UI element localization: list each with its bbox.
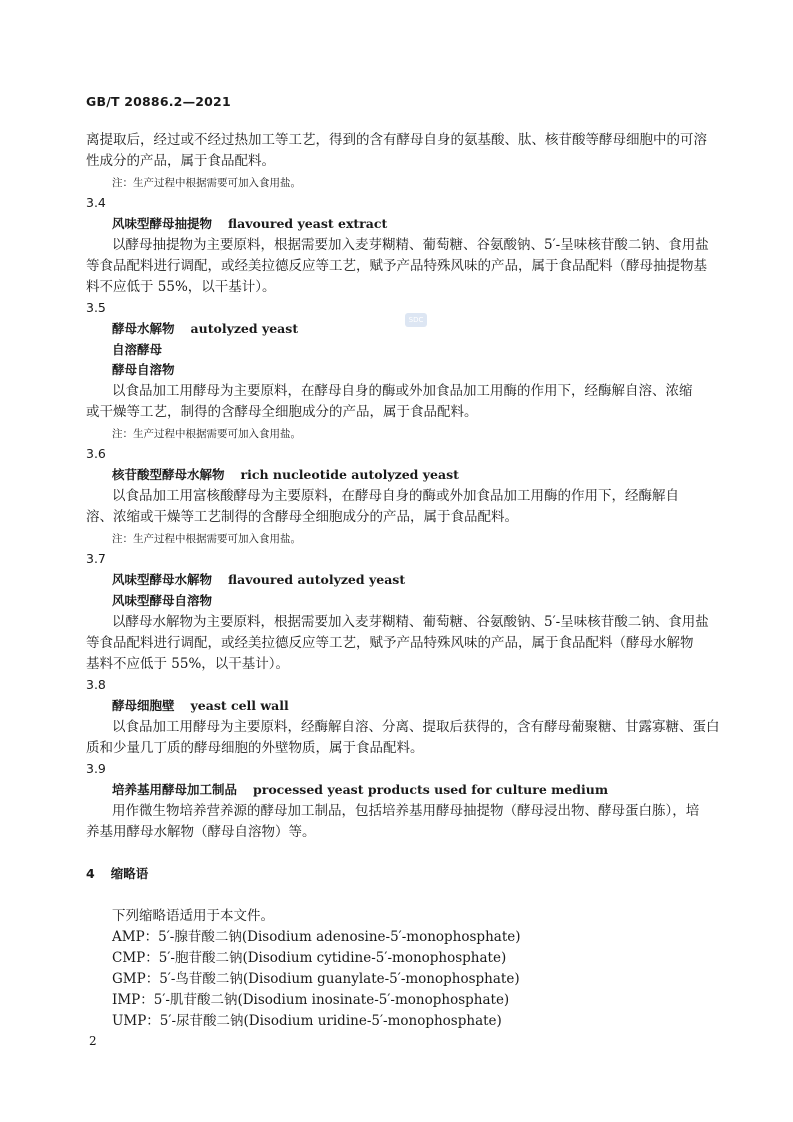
standard-number-header: GB/T 20886.2—2021 <box>86 94 231 109</box>
definition-text: 养基用酵母水解物（酵母自溶物）等。 <box>86 824 316 840</box>
term-heading <box>112 570 405 590</box>
body-text: 离提取后，经过或不经过热加工等工艺，得到的含有酵母自身的氨基酸、肽、核苷酸等酵母细胞中的可溶 <box>86 132 707 148</box>
abbreviation-item: CMP：5′-胞苷酸二钠(Disodium cytidine-5′-monophosphate) <box>112 950 507 966</box>
term-en: autolyzed yeast <box>190 321 299 336</box>
clause-number: 3.4 <box>86 195 106 210</box>
term-cn: 酵母细胞壁 <box>112 698 175 713</box>
definition-text: 等食品配料进行调配，或经美拉德反应等工艺，赋予产品特殊风味的产品，属于食品配料（酵母水解物 <box>86 635 694 651</box>
definition-text: 以食品加工用富核酸酵母为主要原料，在酵母自身的酶或外加食品加工用酶的作用下，经酶解自 <box>112 488 679 504</box>
definition-text: 溶、浓缩或干燥等工艺制得的含酵母全细胞成分的产品，属于食品配料。 <box>86 509 518 525</box>
definition-text: 以食品加工用酵母为主要原料，在酵母自身的酶或外加食品加工用酶的作用下，经酶解自溶、浓缩 <box>112 383 693 399</box>
term-cn: 酵母水解物 <box>112 321 175 336</box>
term-en: flavoured yeast extract <box>228 216 388 231</box>
term-cn: 风味型酵母抽提物 <box>112 216 213 231</box>
definition-text: 或干燥等工艺，制得的含酵母全细胞成分的产品，属于食品配料。 <box>86 404 478 420</box>
term-en: processed yeast products used for culture medium <box>253 782 609 797</box>
section-heading <box>86 864 148 884</box>
abbreviation-item: UMP：5′-尿苷酸二钠(Disodium uridine-5′-monophosphate) <box>112 1013 502 1029</box>
note: 注：生产过程中根据需要可加入食用盐。 <box>112 428 301 440</box>
term-en: yeast cell wall <box>190 698 289 713</box>
definition-text: 质和少量几丁质的酵母细胞的外壁物质，属于食品配料。 <box>86 740 424 756</box>
definition-text: 用作微生物培养营养源的酵母加工制品，包括培养基用酵母抽提物（酵母浸出物、酵母蛋白胨），培 <box>112 803 700 819</box>
note: 注：生产过程中根据需要可加入食用盐。 <box>112 177 301 189</box>
abbreviation-item: IMP：5′-肌苷酸二钠(Disodium inosinate-5′-monophosphate) <box>112 992 510 1008</box>
definition-text: 以酵母抽提物为主要原料，根据需要加入麦芽糊精、葡萄糖、谷氨酸钠、5′-呈味核苷酸二钠、食用盐 <box>112 237 709 253</box>
clause-number: 3.9 <box>86 761 106 776</box>
definition-text: 等食品配料进行调配，或经美拉德反应等工艺，赋予产品特殊风味的产品，属于食品配料（酵母抽提物基 <box>86 258 707 274</box>
definition-text: 料不应低于 55%，以干基计）。 <box>86 279 276 295</box>
term-cn: 核苷酸型酵母水解物 <box>112 467 225 482</box>
page-number: 2 <box>89 1034 97 1048</box>
term-synonym: 自溶酵母 <box>112 342 163 357</box>
watermark-logo: SDC <box>405 313 427 327</box>
term-cn: 风味型酵母水解物 <box>112 572 213 587</box>
term-heading <box>112 214 387 234</box>
clause-number: 3.8 <box>86 677 106 692</box>
term-heading <box>112 319 298 339</box>
abbreviation-item: AMP：5′-腺苷酸二钠(Disodium adenosine-5′-monophosphate) <box>112 929 521 945</box>
section-number: 4 <box>86 866 95 881</box>
term-heading <box>112 465 459 485</box>
term-en: flavoured autolyzed yeast <box>228 572 406 587</box>
abbreviation-item: GMP：5′-鸟苷酸二钠(Disodium guanylate-5′-monophosphate) <box>112 971 520 987</box>
note: 注：生产过程中根据需要可加入食用盐。 <box>112 533 301 545</box>
term-heading <box>112 780 608 800</box>
definition-text: 以酵母水解物为主要原料，根据需要加入麦芽糊精、葡萄糖、谷氨酸钠、5′-呈味核苷酸二钠、食用盐 <box>112 614 709 630</box>
body-text: 性成分的产品，属于食品配料。 <box>86 153 275 169</box>
abbreviation-intro: 下列缩略语适用于本文件。 <box>112 908 274 924</box>
term-synonym: 酵母自溶物 <box>112 362 175 377</box>
definition-text: 基料不应低于 55%，以干基计）。 <box>86 656 290 672</box>
clause-number: 3.5 <box>86 300 106 315</box>
section-title: 缩略语 <box>110 866 149 881</box>
term-synonym: 风味型酵母自溶物 <box>112 593 213 608</box>
term-heading <box>112 696 289 716</box>
clause-number: 3.7 <box>86 551 106 566</box>
clause-number: 3.6 <box>86 446 106 461</box>
term-cn: 培养基用酵母加工制品 <box>112 782 238 797</box>
term-en: rich nucleotide autolyzed yeast <box>240 467 459 482</box>
definition-text: 以食品加工用酵母为主要原料，经酶解自溶、分离、提取后获得的，含有酵母葡聚糖、甘露寡糖、蛋白 <box>112 719 720 735</box>
